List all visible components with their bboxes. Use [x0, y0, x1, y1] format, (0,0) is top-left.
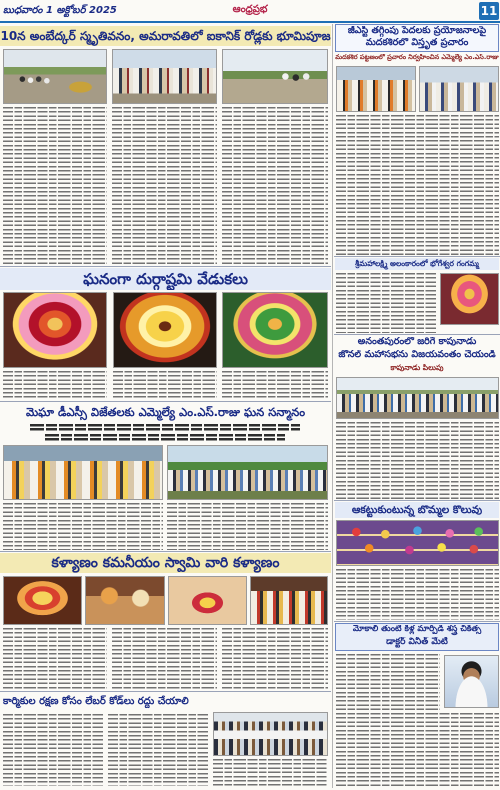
- article-body-text: [3, 628, 107, 690]
- article-headline: ఆకట్టుకుంటున్న బొమ్మల కొలువు: [335, 502, 499, 518]
- column-divider: [332, 24, 333, 788]
- photo-doll-display: [336, 520, 499, 566]
- photo-gst-campaign: [336, 66, 416, 112]
- photo-site-inspection: [222, 49, 328, 104]
- article-headline: 10న అంబేద్కర్ స్మృతివనం, అమరావతిలో ఐకానిక్ రోడ్లకు భూమిపూజ: [0, 26, 331, 46]
- article-headline: జోనల్ మహాసభను విజయవంతం చేయండి: [338, 350, 496, 360]
- article-headline: ఘనంగా దుర్గాష్టమి వేడుకలు: [0, 268, 331, 290]
- masthead-logo: ఆంధ్రప్రభ: [232, 4, 268, 15]
- section-divider: [0, 401, 331, 402]
- photo-mla-felicitation: [3, 445, 163, 500]
- article-headline: జీఎస్టీ తగ్గింపు పేదలకు ప్రయోజనాలపై: [347, 26, 487, 36]
- article-headline: కార్మికుల రక్షణ కోసం లేబర్ కోడ్‌లు రద్దు చేయాలి: [3, 696, 189, 707]
- article-body-text: [3, 714, 103, 786]
- article-subhead: [30, 424, 300, 431]
- photo-utsava-murthi: [168, 576, 247, 625]
- article-body-text: [336, 569, 499, 620]
- article-body-text: [3, 107, 107, 264]
- article-body-text: [222, 628, 328, 690]
- article-body-text: [108, 714, 208, 786]
- article-headline: మోకాలి తుంటి కీళ్ల మార్పిడి శస్త్ర చికిత్స: [352, 625, 482, 634]
- issue-date: బుధవారం 1 అక్టోబర్ 2025: [3, 5, 117, 16]
- photo-ritual: [85, 576, 165, 625]
- article-body-text: [336, 422, 499, 499]
- article-body-text: [167, 503, 328, 550]
- article-subhead: [45, 434, 285, 441]
- header-rule: [0, 21, 500, 23]
- article-body-text: [3, 503, 163, 550]
- article-headline: శ్రీమహాలక్ష్మి అలంకారంలో భోగేశ్వర గంగమ్మ: [335, 258, 499, 270]
- photo-goddess-alankaram: [440, 273, 499, 325]
- section-divider: [0, 266, 331, 267]
- photo-road-works: [3, 49, 107, 104]
- article-body-text: [3, 371, 107, 400]
- article-headline: మెఘా డీఎస్సీ విజేతలకు ఎమ్మెల్యే ఎం.ఎస్.రాజు ఘన సన్మానం: [25, 405, 306, 419]
- article-subhead: మదకశిర పట్టణంలో ప్రచారం నిర్వహించిన ఎమ్మెల్యే ఎం.ఎస్.రాజు: [335, 54, 499, 61]
- photo-deity-decoration: [222, 292, 328, 368]
- article-body-text: [336, 273, 436, 333]
- section-divider: [0, 691, 331, 692]
- section-divider: [334, 500, 500, 501]
- photo-deity-kalyanam: [3, 576, 82, 625]
- article-headline: కళ్యాణం కమనీయం స్వామి వారి కళ్యాణం: [0, 553, 331, 573]
- photo-devotees: [250, 576, 328, 625]
- photo-deity-decoration: [113, 292, 217, 368]
- article-body-text: [336, 654, 440, 710]
- section-divider: [334, 334, 500, 335]
- article-body-text: [336, 713, 499, 786]
- article-body-text: [336, 115, 499, 255]
- article-body-text: [222, 371, 328, 400]
- page-number: 11: [480, 4, 498, 18]
- photo-gst-campaign: [419, 66, 499, 112]
- photo-officials-visit: [112, 49, 217, 104]
- article-body-text: [213, 759, 328, 786]
- section-divider: [334, 621, 500, 622]
- headline-box: [335, 24, 499, 52]
- article-body-text: [112, 628, 217, 690]
- headline-box: [335, 623, 499, 651]
- photo-winners-group: [167, 445, 328, 500]
- article-headline: మదకశిరలో విస్తృత ప్రచారం: [365, 38, 469, 48]
- photo-deity-decoration: [3, 292, 107, 368]
- article-subhead: కాపునాడు పిలుపు: [390, 364, 444, 372]
- article-body-text: [113, 371, 217, 400]
- article-headline: డాక్టర్ వినీత్ మేటి: [386, 637, 448, 647]
- photo-doctor-portrait: [444, 655, 499, 708]
- article-body-text: [112, 107, 217, 264]
- article-headline: అనంతపురంలో జరిగే కాపునాడు: [357, 337, 477, 347]
- section-divider: [0, 551, 331, 552]
- photo-poster-release: [213, 712, 328, 756]
- section-divider: [334, 256, 500, 257]
- article-body-text: [222, 107, 328, 264]
- photo-kapunadu-meeting: [336, 377, 499, 419]
